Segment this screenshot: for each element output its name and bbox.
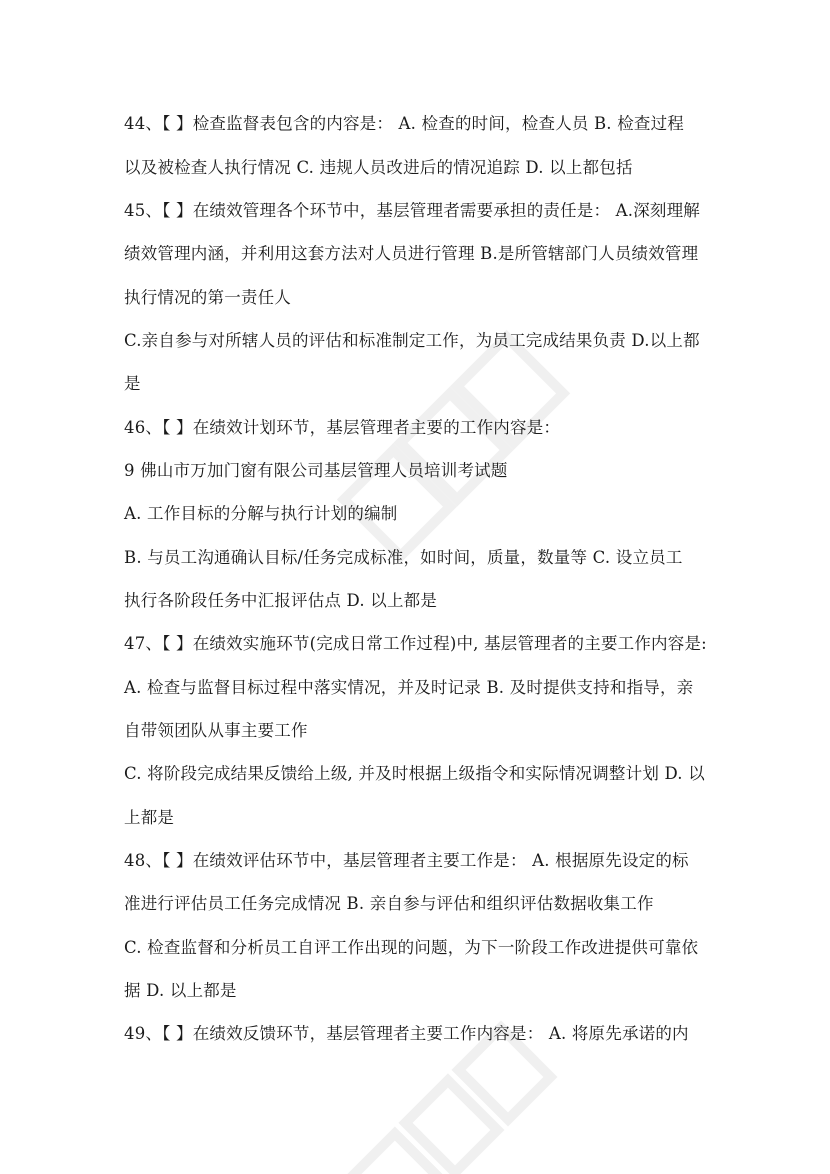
question-46-option-b: B. 与员工沟通确认目标/任务完成标准，如时间，质量，数量等 C. 设立员工 <box>124 548 683 567</box>
question-48-line-4: 据 D. 以上都是 <box>124 981 237 1000</box>
question-47-line-2: A. 检查与监督目标过程中落实情况，并及时记录 B. 及时提供支持和指导，亲 <box>124 678 694 697</box>
question-48-line-2: 准进行评估员工任务完成情况 B. 亲自参与评估和组织评估数据收集工作 <box>124 894 654 913</box>
question-48-line-3: C. 检查监督和分析员工自评工作出现的问题，为下一阶段工作改进提供可靠依 <box>124 938 699 957</box>
question-45-line-3: 执行情况的第一责任人 <box>124 288 291 307</box>
question-47-line-1: 47、【 】在绩效实施环节(完成日常工作过程)中, 基层管理者的主要工作内容是: <box>124 634 707 653</box>
page-header-line: 9 佛山市万加门窗有限公司基层管理人员培训考试题 <box>124 461 508 480</box>
question-45-line-2: 绩效管理内涵，并利用这套方法对人员进行管理 B.是所管辖部门人员绩效管理 <box>124 244 699 263</box>
question-47-line-5: 上都是 <box>124 808 175 827</box>
question-45-line-5: 是 <box>124 374 141 393</box>
question-48-line-1: 48、【 】在绩效评估环节中，基层管理者主要工作是： A. 根据原先设定的标 <box>124 851 689 870</box>
question-44-line-2: 以及被检查人执行情况 C. 违规人员改进后的情况追踪 D. 以上都包括 <box>124 158 633 177</box>
question-47-line-4: C. 将阶段完成结果反馈给上级, 并及时根据上级指令和实际情况调整计划 D. 以 <box>124 764 705 783</box>
question-46-line-1: 46、【 】在绩效计划环节，基层管理者主要的工作内容是： <box>124 418 561 437</box>
question-44-line-1: 44、【 】检查监督表包含的内容是： A. 检查的时间，检查人员 B. 检查过程 <box>124 114 685 133</box>
question-46-option-a: A. 工作目标的分解与执行计划的编制 <box>124 504 398 523</box>
question-45-line-4: C.亲自参与对所辖人员的评估和标准制定工作，为员工完成结果负责 D.以上都 <box>124 331 700 350</box>
question-49-line-1: 49、【 】在绩效反馈环节，基层管理者主要工作内容是： A. 将原先承诺的内 <box>124 1024 689 1043</box>
question-46-option-cd: 执行各阶段任务中汇报评估点 D. 以上都是 <box>124 591 438 610</box>
question-47-line-3: 自带领团队从事主要工作 <box>124 721 308 740</box>
question-45-line-1: 45、【 】在绩效管理各个环节中，基层管理者需要承担的责任是： A.深刻理解 <box>124 201 700 220</box>
